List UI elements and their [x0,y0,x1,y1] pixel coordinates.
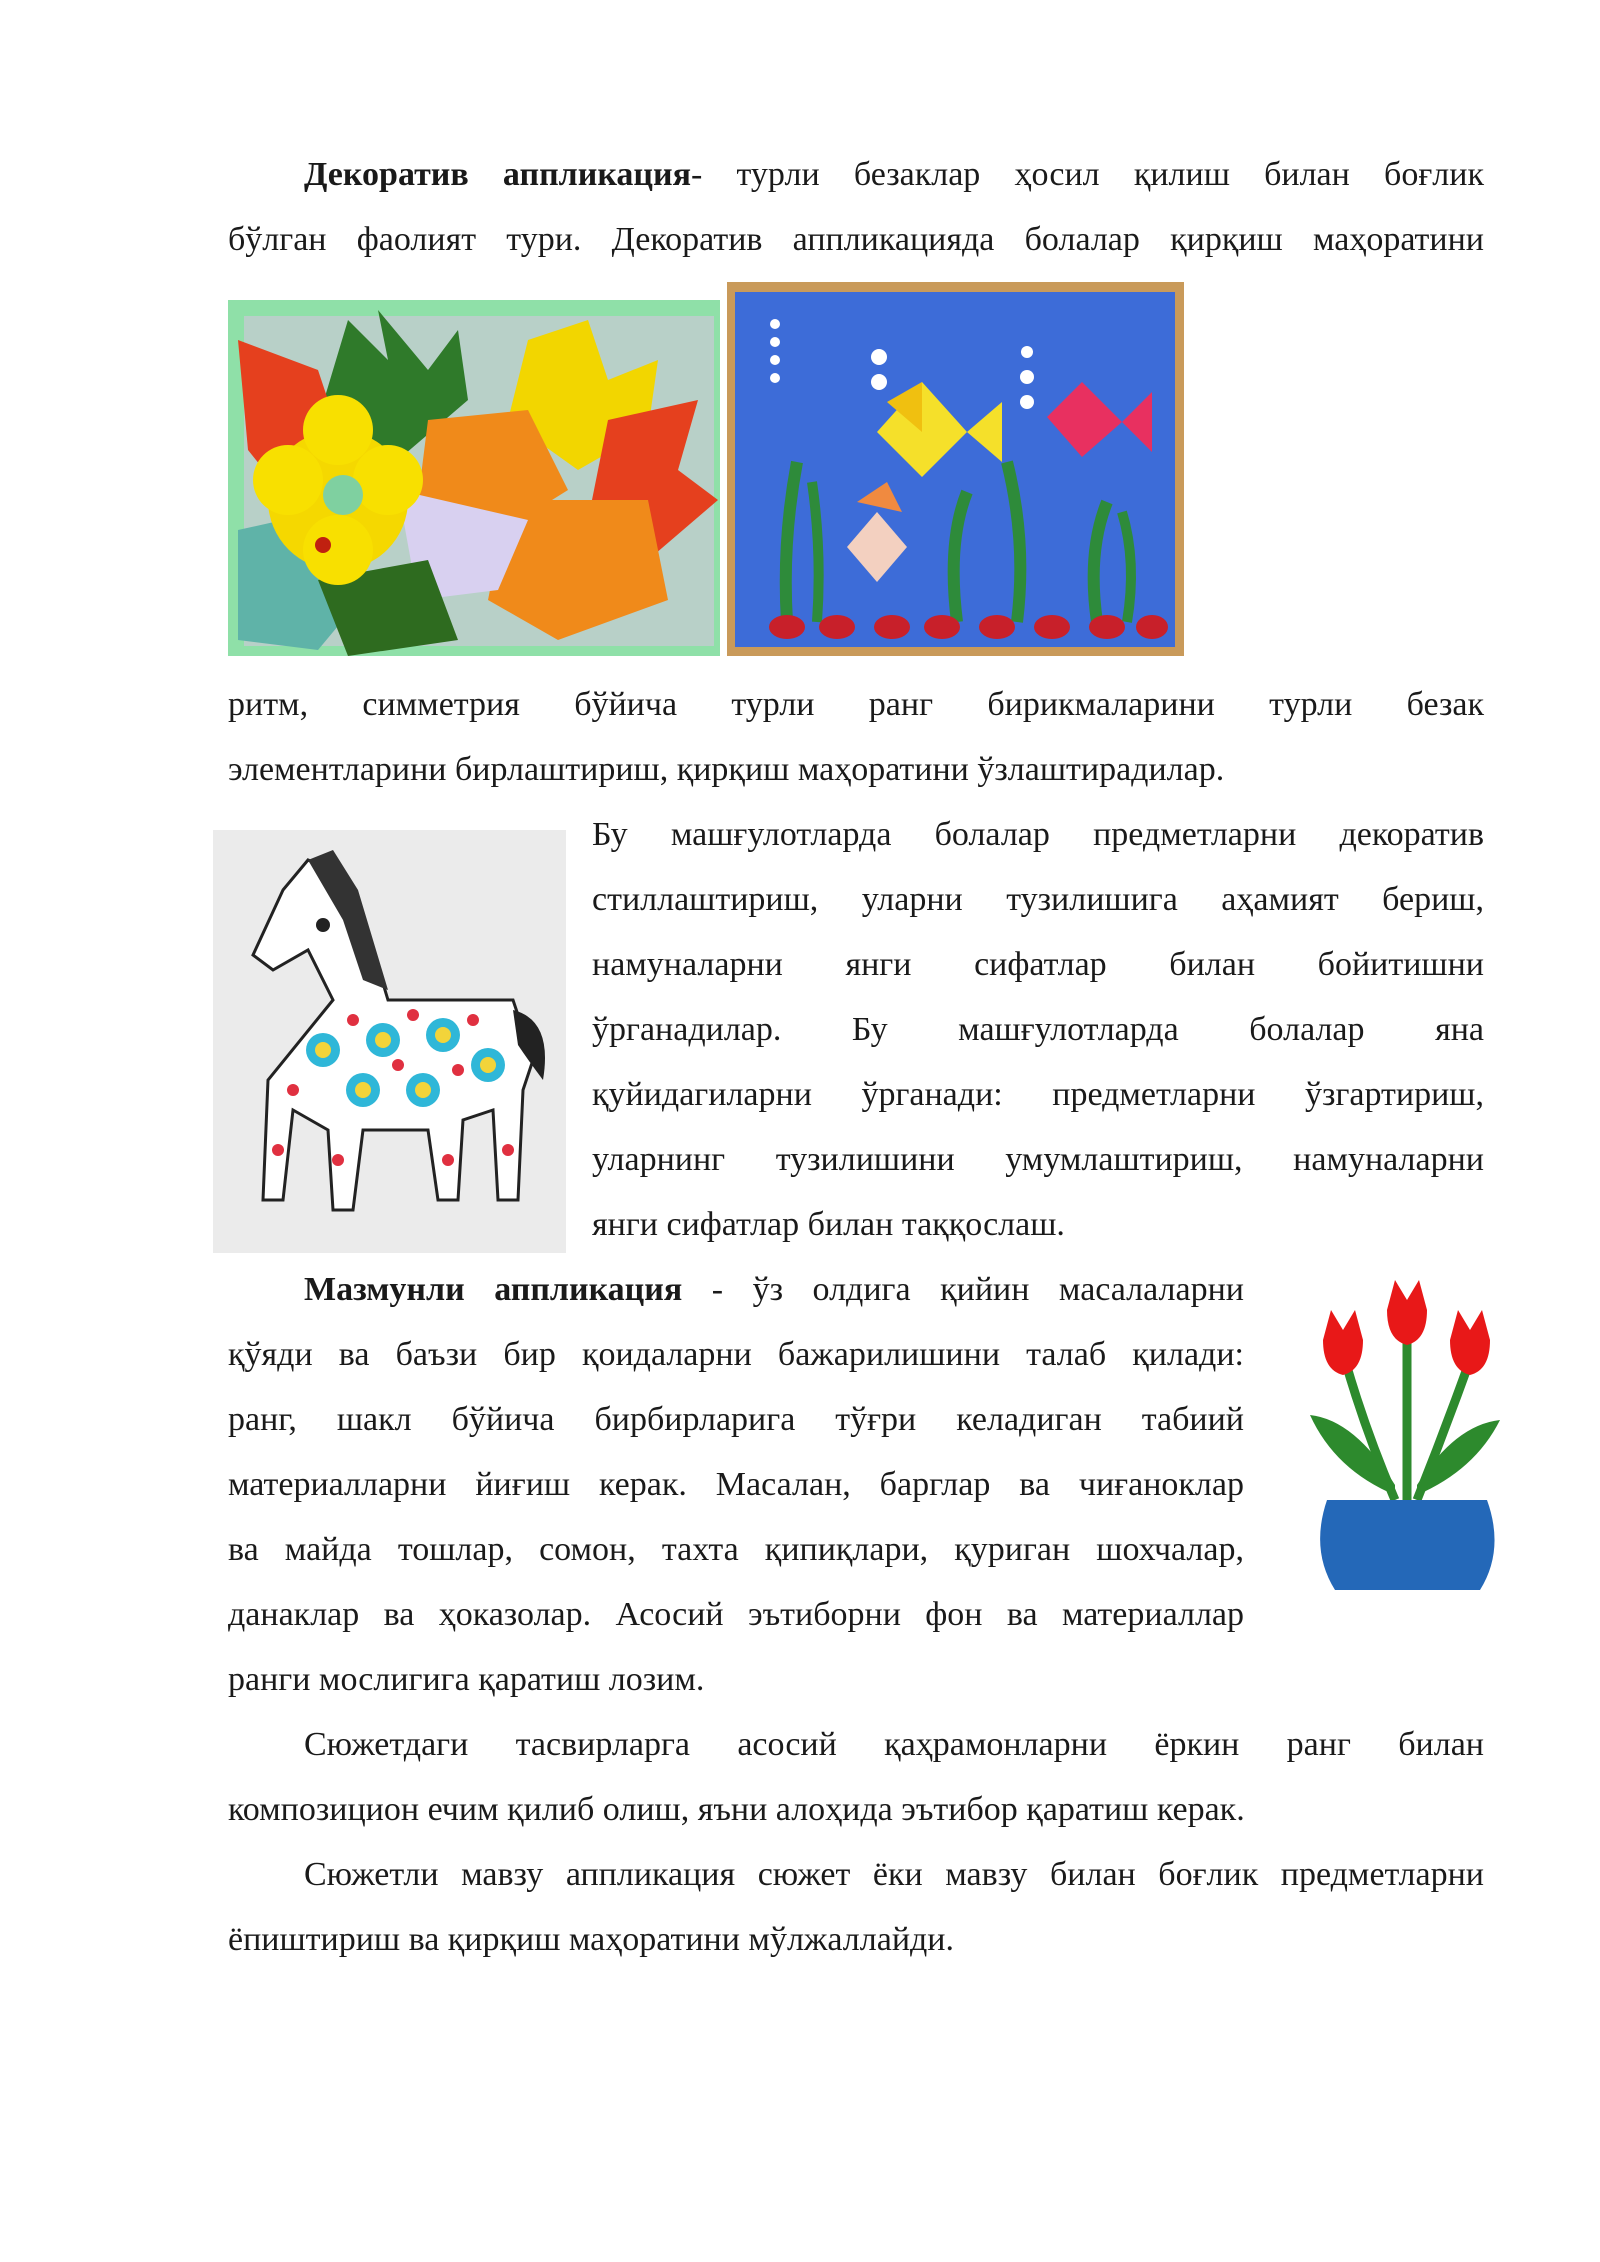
stylize-line-5: қуйидагиларни ўрганади: предметларни ўзгартириш, [592,1076,1484,1113]
intro-line-1 [228,155,1484,195]
plot-line-2: композицион ечим қилиб олиш, яъни алоҳида эътибор қаратиш керак. [228,1791,1245,1828]
horse-applique-image [213,830,566,1253]
term-decorative: Декоратив аппликация [304,156,691,193]
theme-line-1-text: Сюжетли мавзу аппликация сюжет ёки мавзу билан боғлик предметларни [304,1856,1484,1893]
theme-line-2: ёпиштириш ва қирқиш маҳоратини мўлжаллайди. [228,1921,955,1958]
stylize-line-7: янги сифатлар билан таққослаш. [592,1206,1065,1243]
stylize-line-1: Бу машғулотларда болалар предметларни декоратив [592,816,1484,853]
stylize-line-6: уларнинг тузилишини умумлаштириш, намуналарни [592,1141,1484,1178]
intro-line-2: бўлган фаолият тури. Декоратив аппликацияда болалар қирқиш маҳоратини [228,221,1484,258]
plot-line-1-text: Сюжетдаги тасвирларга асосий қаҳрамонларни ёркин ранг билан [304,1726,1484,1763]
content-line-3: ранг, шакл бўйича бирбирларига тўғри келадиган табиий [228,1401,1244,1438]
content-line-1-text: - ўз олдига қийин масалаларни [682,1271,1244,1308]
intro-line-1-text: - турли безаклар ҳосил қилиш билан боғлик [690,156,1484,193]
content-line-7: ранги мослигига қаратиш лозим. [228,1661,705,1698]
content-line-4: материалларни йиғиш керак. Масалан, барглар ва чиғаноклар [228,1466,1244,1503]
rhythm-line-1: ритм, симметрия бўйича турли ранг бирикмаларини турли безак [228,686,1484,723]
plot-line-1 [228,1725,1484,1765]
tulips-applique-image [1295,1270,1520,1610]
stylize-line-2: стиллаштириш, уларни тузилишига аҳамият бериш, [592,881,1484,918]
content-line-2: қўяди ва баъзи бир қоидаларни бажарилишини талаб қилади: [228,1336,1244,1373]
content-line-5: ва майда тошлар, сомон, тахта қипиқлари, қуриган шохчалар, [228,1531,1244,1568]
aquarium-applique-image [727,282,1184,656]
term-content: Мазмунли аппликация [304,1271,683,1308]
content-line-6: данаклар ва ҳоказолар. Асосий эътиборни фон ва материаллар [228,1596,1244,1633]
rhythm-line-2: элементларини бирлаштириш, қирқиш маҳоратини ўзлаштирадилар. [228,751,1225,788]
content-line-1 [228,1270,1244,1310]
leaves-applique-image [228,300,720,656]
stylize-line-4: ўрганадилар. Бу машғулотларда болалар яна [592,1011,1484,1048]
stylize-line-3: намуналарни янги сифатлар билан бойитишни [592,946,1484,983]
theme-line-1 [228,1855,1484,1895]
